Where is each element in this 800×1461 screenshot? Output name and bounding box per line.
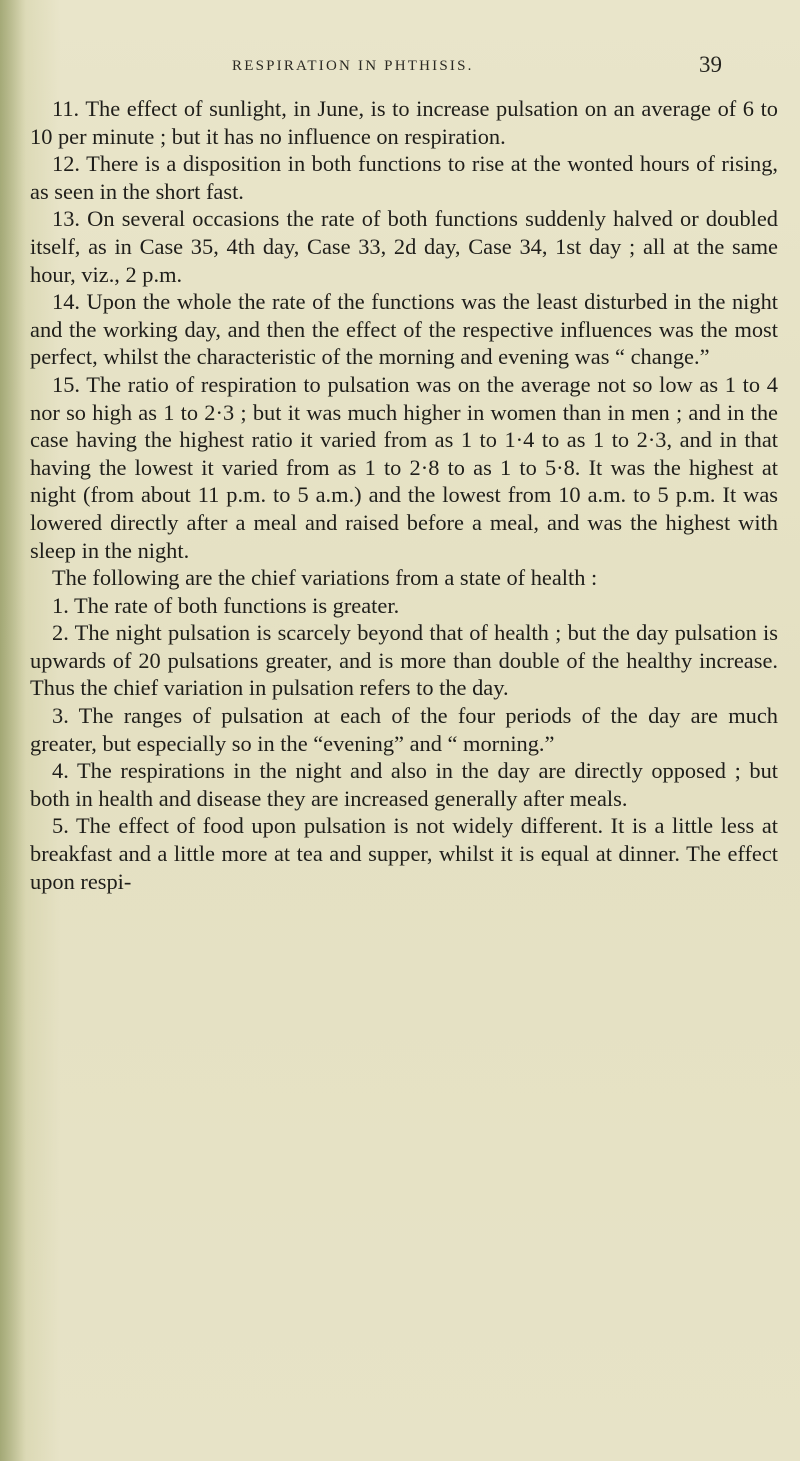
variation-2: 2. The night pulsation is scarcely beyond that of health ; but the day pulsation is upwards of 20 pulsations greater, and is more than double of the healthy increase. Thus the chief variation in pulsation refers to the day. (30, 620, 778, 701)
body-text (30, 95, 778, 895)
paragraph-12: 12. There is a disposition in both functions to rise at the wonted hours of rising, as seen in the short fast. (30, 151, 778, 204)
variation-1: 1. The rate of both functions is greater. (52, 592, 400, 618)
paragraph-13: 13. On several occasions the rate of both functions suddenly halved or doubled itself, as in Case 35, 4th day, Case 33, 2d day, Case 34, 1st day ; all at the same hour, viz., 2 p.m. (30, 206, 778, 287)
page-number: 39 (699, 52, 722, 77)
paragraph-15: 15. The ratio of respiration to pulsation was on the average not so low as 1 to 4 nor so high as 1 to 2·3 ; but it was much higher in women than in men ; and in the case having the highest ratio it varied from as 1 to 1·4 to as 1 to 2·3, and in that having the lowest it varied from as 1 to 2·8 to as 1 to 5·8. It was the highest at night (from about 11 p.m. to 5 a.m.) and the lowest from 10 a.m. to 5 p.m. It was lowered directly after a meal and raised before a meal, and was the highest with sleep in the night. (30, 371, 778, 563)
running-head: RESPIRATION IN PHTHISIS. (232, 58, 474, 74)
variation-4: 4. The respirations in the night and also in the day are directly opposed ; but both in health and disease they are increased generally after meals. (30, 758, 778, 811)
paragraph-14: 14. Upon the whole the rate of the functions was the least disturbed in the night and the working day, and then the effect of the respective influences was the most perfect, whilst the characteristic of the morning and evening was “ change.” (30, 289, 778, 370)
variation-3: 3. The ranges of pulsation at each of the four periods of the day are much greater, but especially so in the “evening” and “ morning.” (30, 703, 778, 756)
paragraph-11: 11. The effect of sunlight, in June, is to increase pulsation on an average of 6 to 10 per minute ; but it has no influence on respiration. (30, 96, 778, 149)
paragraph-variations-intro: The following are the chief variations from a state of health : (52, 565, 598, 591)
variation-5: 5. The effect of food upon pulsation is not widely different. It is a little less at breakfast and a little more at tea and supper, whilst it is equal at dinner. The effect upon respi- (30, 813, 778, 894)
